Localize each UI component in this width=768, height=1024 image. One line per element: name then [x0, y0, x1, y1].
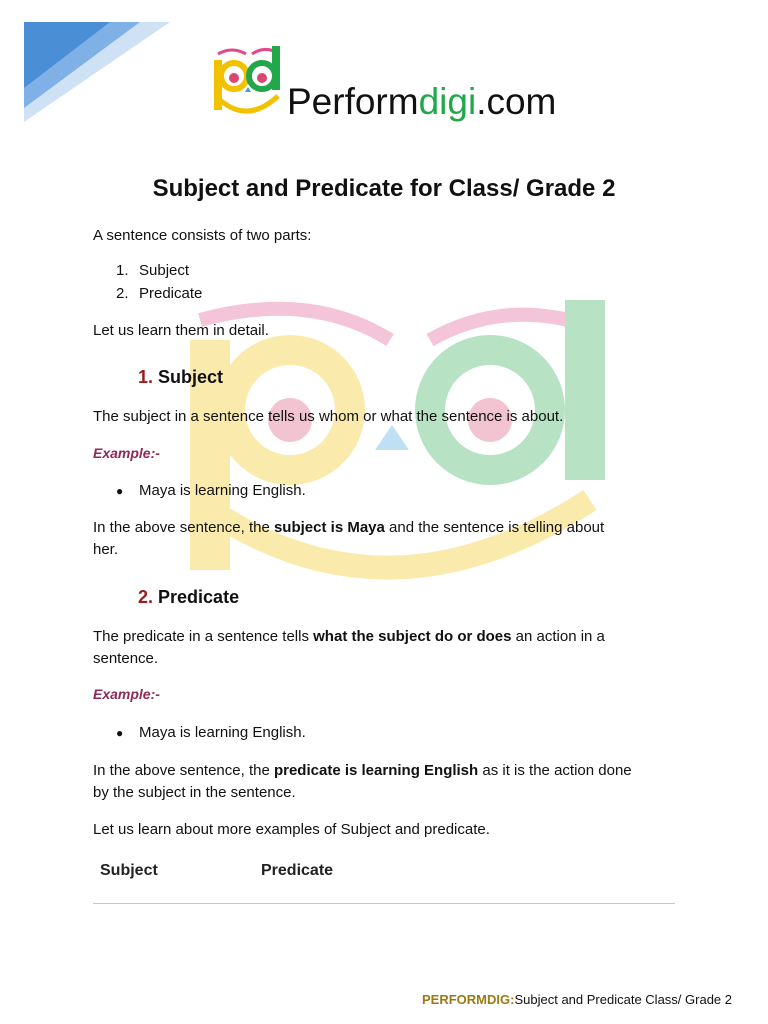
list-label: Predicate — [139, 285, 203, 302]
subject-definition: The subject in a sentence tells us whom or what the sentence is about. — [93, 408, 564, 425]
table-header-subject: Subject — [100, 862, 158, 879]
intro-text: A sentence consists of two parts: — [93, 227, 312, 244]
subject-heading-number: 1. — [138, 367, 154, 387]
list-label: Subject — [139, 262, 190, 279]
predicate-heading-label: Predicate — [158, 587, 240, 607]
predicate-explain-b: as it is the action done — [478, 762, 632, 779]
bullet-icon: ● — [116, 484, 124, 498]
footer-separator: : — [510, 992, 515, 1007]
list-item — [116, 260, 189, 282]
predicate-example-item — [116, 722, 306, 744]
footer-text: Subject and Predicate Class/ Grade 2 — [514, 992, 732, 1007]
learn-text: Let us learn them in detail. — [93, 322, 269, 339]
subject-example-text: Maya is learning English. — [139, 482, 306, 499]
subject-example-item — [116, 480, 306, 502]
subject-explanation — [93, 517, 683, 561]
bullet-icon: ● — [116, 726, 124, 740]
pd-logo-icon — [208, 44, 288, 120]
list-number: 2. — [116, 285, 129, 302]
list-item — [116, 283, 202, 305]
predicate-heading — [138, 587, 239, 608]
subject-explain-b: and the sentence is telling about — [384, 519, 605, 536]
brand-name-end: .com — [476, 81, 557, 122]
subject-explain-a: In the above sentence, the — [93, 519, 274, 536]
subject-explain-bold: subject is Maya — [273, 519, 385, 536]
predicate-def-c: sentence. — [93, 650, 159, 667]
predicate-def-b: an action in a — [511, 628, 605, 645]
brand-name — [287, 80, 556, 124]
predicate-explain-c: by the subject in the sentence. — [93, 784, 296, 801]
predicate-explain-bold: predicate is learning English — [273, 762, 479, 779]
predicate-explain-a: In the above sentence, the — [93, 762, 274, 779]
predicate-heading-number: 2. — [138, 587, 154, 607]
table-header-predicate: Predicate — [261, 862, 334, 879]
subject-explain-c: her. — [93, 541, 119, 558]
footer-brand: PERFORMDIG — [422, 992, 511, 1007]
page-title: Subject and Predicate for Class/ Grade 2 — [152, 175, 616, 202]
page-footer — [422, 992, 732, 1007]
list-number: 1. — [116, 262, 129, 279]
brand-name-start: Perform — [287, 81, 419, 122]
predicate-explanation — [93, 760, 683, 804]
subject-heading-label: Subject — [158, 367, 224, 387]
table-divider — [93, 903, 675, 904]
brand-name-mid: digi — [418, 81, 477, 122]
predicate-definition — [93, 626, 683, 670]
corner-decoration — [0, 0, 180, 130]
predicate-def-bold: what the subject do or does — [313, 628, 512, 645]
more-examples-text: Let us learn about more examples of Subject and predicate. — [93, 821, 490, 838]
predicate-def-a: The predicate in a sentence tells — [93, 628, 314, 645]
predicate-example-label: Example:- — [93, 686, 160, 702]
subject-heading — [138, 367, 223, 388]
predicate-example-text: Maya is learning English. — [139, 724, 306, 741]
subject-example-label: Example:- — [93, 445, 160, 461]
